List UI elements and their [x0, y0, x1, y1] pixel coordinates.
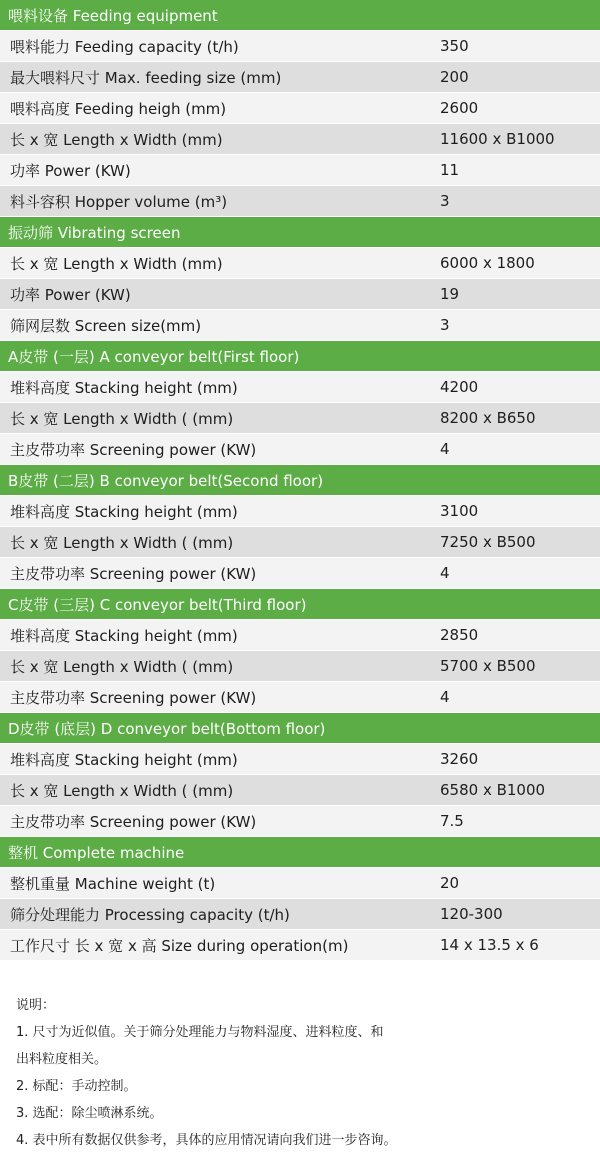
notes-heading: 说明：	[16, 998, 56, 1013]
spec-value: 4	[440, 440, 450, 458]
spec-value: 200	[440, 68, 469, 86]
spec-value: 8200 x B650	[440, 409, 536, 427]
spec-value: 350	[440, 37, 469, 55]
spec-value: 120-300	[440, 905, 503, 923]
notes-section	[16, 992, 586, 1154]
spec-row	[0, 31, 600, 62]
spec-row	[0, 186, 600, 217]
section-title: 整机 Complete machine	[8, 843, 185, 862]
spec-value: 4200	[440, 378, 479, 396]
spec-row	[0, 62, 600, 93]
spec-row	[0, 930, 600, 961]
section-header	[0, 837, 600, 868]
spec-value: 7250 x B500	[440, 533, 536, 551]
spec-label: 最大喂料尺寸 Max. feeding size (mm)	[10, 68, 282, 87]
spec-label: 工作尺寸 长 x 宽 x 高 Size during operation(m)	[10, 936, 349, 955]
spec-value: 4	[440, 688, 450, 706]
spec-row	[0, 651, 600, 682]
spec-value: 20	[440, 874, 460, 892]
spec-value: 2850	[440, 626, 479, 644]
spec-label: 整机重量 Machine weight (t)	[10, 874, 216, 893]
spec-label: 堆料高度 Stacking height (mm)	[10, 750, 238, 769]
spec-value: 3	[440, 316, 450, 334]
section-title: B皮带 (二层) B conveyor belt(Second floor)	[8, 471, 324, 490]
spec-label: 功率 Power (KW)	[10, 161, 131, 180]
spec-row	[0, 248, 600, 279]
spec-label: 筛网层数 Screen size(mm)	[10, 316, 202, 335]
note-line-2: 出料粒度相关。	[16, 1052, 108, 1067]
spec-label: 主皮带功率 Screening power (KW)	[10, 564, 257, 583]
spec-row	[0, 527, 600, 558]
spec-row	[0, 682, 600, 713]
spec-label: 功率 Power (KW)	[10, 285, 131, 304]
spec-row	[0, 558, 600, 589]
spec-row	[0, 434, 600, 465]
spec-label: 筛分处理能力 Processing capacity (t/h)	[10, 905, 290, 924]
spec-row	[0, 403, 600, 434]
spec-row	[0, 310, 600, 341]
section-title: C皮带 (三层) C conveyor belt(Third floor)	[8, 595, 307, 614]
note-line-5: 4. 表中所有数据仅供参考，具体的应用情况请向我们进一步咨询。	[16, 1133, 397, 1148]
spec-row	[0, 868, 600, 899]
spec-label: 长 x 宽 Length x Width ( (mm)	[10, 657, 234, 676]
spec-value: 6580 x B1000	[440, 781, 546, 799]
spec-value: 3	[440, 192, 450, 210]
spec-value: 4	[440, 564, 450, 582]
spec-value: 11600 x B1000	[440, 130, 555, 148]
spec-label: 长 x 宽 Length x Width (mm)	[10, 130, 223, 149]
spec-label: 喂料能力 Feeding capacity (t/h)	[10, 37, 239, 56]
spec-label: 主皮带功率 Screening power (KW)	[10, 688, 257, 707]
spec-row	[0, 775, 600, 806]
spec-label: 长 x 宽 Length x Width ( (mm)	[10, 409, 234, 428]
spec-row	[0, 806, 600, 837]
spec-label: 长 x 宽 Length x Width ( (mm)	[10, 781, 234, 800]
spec-label: 喂料高度 Feeding heigh (mm)	[10, 99, 227, 118]
section-header	[0, 341, 600, 372]
section-header	[0, 465, 600, 496]
section-title: D皮带 (底层) D conveyor belt(Bottom floor)	[8, 719, 326, 738]
section-title: A皮带 (一层) A conveyor belt(First floor)	[8, 347, 300, 366]
spec-value: 11	[440, 161, 460, 179]
spec-label: 料斗容积 Hopper volume (m³)	[10, 192, 228, 211]
section-title: 振动筛 Vibrating screen	[8, 223, 181, 242]
section-header	[0, 589, 600, 620]
spec-row	[0, 496, 600, 527]
section-header	[0, 713, 600, 744]
spec-row	[0, 124, 600, 155]
spec-row	[0, 620, 600, 651]
section-header	[0, 0, 600, 31]
spec-row	[0, 279, 600, 310]
spec-label: 堆料高度 Stacking height (mm)	[10, 626, 238, 645]
note-line-4: 3. 选配：除尘喷淋系统。	[16, 1106, 163, 1121]
section-header	[0, 217, 600, 248]
note-line-1: 1. 尺寸为近似值。关于筛分处理能力与物料湿度、进料粒度、和	[16, 1025, 384, 1040]
spec-label: 堆料高度 Stacking height (mm)	[10, 502, 238, 521]
spec-value: 19	[440, 285, 460, 303]
spec-row	[0, 744, 600, 775]
spec-value: 14 x 13.5 x 6	[440, 936, 539, 954]
note-line-3: 2. 标配：手动控制。	[16, 1079, 137, 1094]
spec-value: 5700 x B500	[440, 657, 536, 675]
spec-label: 堆料高度 Stacking height (mm)	[10, 378, 238, 397]
spec-value: 2600	[440, 99, 479, 117]
spec-label: 长 x 宽 Length x Width (mm)	[10, 254, 223, 273]
spec-label: 主皮带功率 Screening power (KW)	[10, 440, 257, 459]
spec-value: 6000 x 1800	[440, 254, 535, 272]
section-title: 喂料设备 Feeding equipment	[8, 6, 218, 25]
spec-row	[0, 155, 600, 186]
spec-value: 3100	[440, 502, 479, 520]
spec-value: 3260	[440, 750, 479, 768]
spec-row	[0, 372, 600, 403]
spec-label: 主皮带功率 Screening power (KW)	[10, 812, 257, 831]
spec-label: 长 x 宽 Length x Width ( (mm)	[10, 533, 234, 552]
spec-row	[0, 93, 600, 124]
spec-value: 7.5	[440, 812, 464, 830]
spec-row	[0, 899, 600, 930]
